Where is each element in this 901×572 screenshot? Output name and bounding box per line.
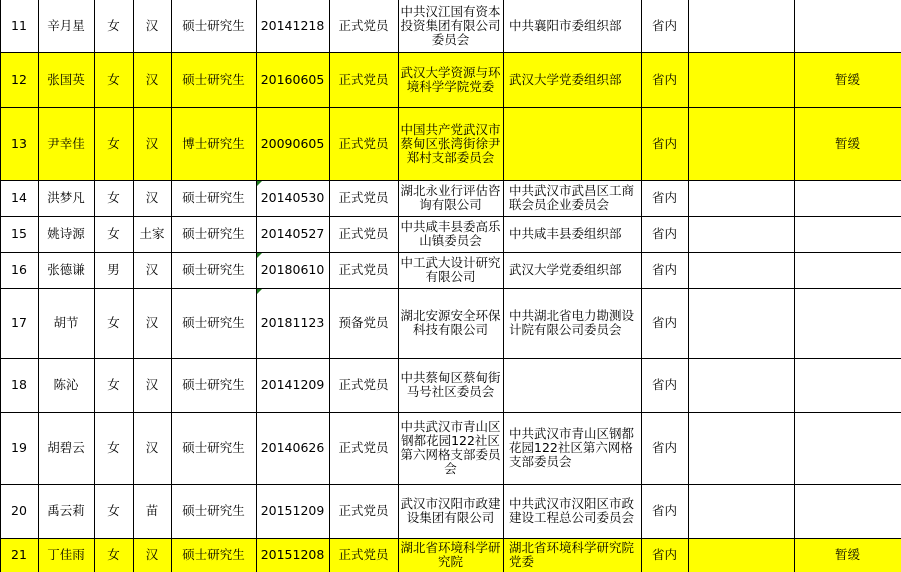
gender-cell[interactable] [94, 252, 133, 288]
ethnicity-cell[interactable] [133, 52, 171, 107]
name-text: 陈沁 [53, 377, 79, 392]
name-text: 姚诗源 [47, 226, 85, 241]
grid-row-line [0, 107, 901, 108]
scope-text: 省内 [651, 262, 677, 277]
education-text: 硕士研究生 [182, 71, 245, 87]
table-row[interactable] [0, 52, 901, 107]
table-row[interactable] [0, 484, 901, 538]
current-org-text: 中工武大设计研究有限公司 [400, 255, 501, 284]
row-number-text: 14 [11, 190, 27, 205]
row-number-text: 18 [11, 377, 27, 392]
party-date-cell[interactable] [256, 216, 329, 252]
note-cell[interactable] [688, 0, 794, 52]
grid-row-line [0, 412, 901, 413]
ethnicity-text: 土家 [139, 226, 165, 241]
name-text: 丁佳雨 [47, 547, 85, 562]
scope-text: 省内 [651, 315, 677, 330]
party-status-cell[interactable] [329, 216, 398, 252]
current-org-cell[interactable] [398, 216, 503, 252]
education-cell[interactable] [171, 358, 256, 412]
name-text: 张德谦 [47, 262, 85, 277]
ethnicity-text: 汉 [145, 135, 159, 151]
scope-cell[interactable] [641, 52, 688, 107]
education-cell[interactable] [171, 0, 256, 52]
destination-org-text: 中共湖北省电力勘测设计院有限公司委员会 [509, 308, 635, 337]
row-number-cell[interactable] [0, 252, 38, 288]
table-row[interactable] [0, 107, 901, 180]
party-date-text: 20181123 [260, 315, 325, 330]
party-status-cell[interactable] [329, 484, 398, 538]
education-text: 博士研究生 [182, 135, 245, 151]
destination-org-text: 湖北省环境科学研究院党委 [509, 540, 635, 569]
destination-org-text: 中共咸丰县委组织部 [509, 226, 622, 241]
row-number-cell[interactable] [0, 52, 38, 107]
scope-text: 省内 [651, 226, 677, 241]
row-number-text: 21 [11, 547, 27, 562]
destination-org-cell[interactable] [503, 484, 641, 538]
education-cell[interactable] [171, 484, 256, 538]
gender-text: 女 [107, 135, 120, 151]
cell-comment-marker [257, 289, 262, 294]
ethnicity-text: 汉 [145, 547, 159, 562]
scope-cell[interactable] [641, 358, 688, 412]
current-org-cell[interactable] [398, 52, 503, 107]
row-number-text: 11 [11, 18, 27, 33]
row-number-text: 17 [11, 315, 27, 330]
name-text: 尹幸佳 [47, 135, 85, 151]
grid-column-line [171, 0, 172, 572]
ethnicity-cell[interactable] [133, 216, 171, 252]
party-date-text: 20140626 [260, 440, 325, 455]
name-cell[interactable] [38, 358, 94, 412]
ethnicity-text: 汉 [145, 190, 159, 205]
ethnicity-text: 汉 [145, 18, 159, 33]
gender-cell[interactable] [94, 216, 133, 252]
ethnicity-cell[interactable] [133, 288, 171, 358]
destination-org-cell[interactable] [503, 358, 641, 412]
gender-cell[interactable] [94, 180, 133, 216]
destination-org-text: 中共武汉市青山区钢都花园122社区第六网格支部委员会 [509, 426, 635, 469]
ethnicity-cell[interactable] [133, 358, 171, 412]
scope-cell[interactable] [641, 538, 688, 572]
scope-cell[interactable] [641, 107, 688, 180]
party-date-cell[interactable] [256, 52, 329, 107]
current-org-cell[interactable] [398, 412, 503, 484]
note-cell[interactable] [688, 484, 794, 538]
party-date-text: 20151208 [260, 547, 325, 562]
grid-column-line [794, 0, 795, 572]
destination-org-cell[interactable] [503, 216, 641, 252]
cell-comment-marker [257, 253, 262, 258]
ethnicity-cell[interactable] [133, 107, 171, 180]
party-status-cell[interactable] [329, 358, 398, 412]
gender-text: 女 [107, 377, 120, 392]
party-status-cell[interactable] [329, 0, 398, 52]
scope-text: 省内 [651, 18, 677, 33]
grid-row-line [0, 252, 901, 253]
gender-text: 女 [107, 547, 120, 562]
note-cell[interactable] [688, 107, 794, 180]
education-text: 硕士研究生 [182, 226, 245, 241]
note-cell[interactable] [688, 288, 794, 358]
current-org-text: 湖北安源安全环保科技有限公司 [400, 308, 501, 337]
party-date-text: 20180610 [260, 262, 325, 277]
party-status-text: 正式党员 [338, 440, 389, 455]
grid-row-line [0, 538, 901, 539]
name-cell[interactable] [38, 412, 94, 484]
scope-text: 省内 [651, 377, 677, 392]
grid-column-line [503, 0, 504, 572]
party-status-text: 正式党员 [338, 262, 389, 277]
party-status-cell[interactable] [329, 288, 398, 358]
remark-cell[interactable] [794, 252, 901, 288]
grid-column-line [0, 0, 1, 572]
note-cell[interactable] [688, 52, 794, 107]
party-status-text: 预备党员 [338, 315, 389, 330]
ethnicity-text: 汉 [145, 262, 159, 277]
destination-org-cell[interactable] [503, 252, 641, 288]
remark-text: 暂缓 [834, 547, 860, 562]
party-date-text: 20140527 [260, 226, 325, 241]
gender-cell[interactable] [94, 52, 133, 107]
current-org-cell[interactable] [398, 484, 503, 538]
gender-text: 女 [107, 503, 120, 518]
scope-cell[interactable] [641, 252, 688, 288]
table-row[interactable] [0, 288, 901, 358]
gender-text: 女 [107, 440, 120, 455]
grid-column-line [688, 0, 689, 572]
party-date-text: 20141209 [260, 377, 325, 392]
row-number-cell[interactable] [0, 180, 38, 216]
row-number-cell[interactable] [0, 412, 38, 484]
current-org-text: 湖北永业行评估咨询有限公司 [400, 183, 501, 212]
party-date-cell[interactable] [256, 484, 329, 538]
education-cell[interactable] [171, 52, 256, 107]
remark-cell[interactable] [794, 538, 901, 572]
remark-cell[interactable] [794, 52, 901, 107]
grid-column-line [641, 0, 642, 572]
education-text: 硕士研究生 [182, 547, 245, 562]
education-text: 硕士研究生 [182, 18, 245, 33]
party-date-text: 20090605 [260, 135, 325, 151]
grid-column-line [38, 0, 39, 572]
gender-text: 女 [107, 71, 120, 87]
gender-cell[interactable] [94, 288, 133, 358]
cell-comment-marker [257, 181, 262, 186]
row-number-cell[interactable] [0, 216, 38, 252]
row-number-cell[interactable] [0, 484, 38, 538]
row-number-text: 12 [11, 71, 27, 87]
grid-row-line [0, 484, 901, 485]
name-text: 辛月星 [47, 18, 85, 33]
remark-cell[interactable] [794, 358, 901, 412]
current-org-text: 武汉市汉阳市政建设集团有限公司 [400, 496, 501, 525]
destination-org-cell[interactable] [503, 0, 641, 52]
scope-text: 省内 [651, 135, 677, 151]
party-status-text: 正式党员 [338, 71, 389, 87]
current-org-cell[interactable] [398, 538, 503, 572]
row-number-text: 15 [11, 226, 27, 241]
destination-org-cell[interactable] [503, 52, 641, 107]
education-cell[interactable] [171, 252, 256, 288]
current-org-cell[interactable] [398, 288, 503, 358]
destination-org-cell[interactable] [503, 538, 641, 572]
current-org-cell[interactable] [398, 0, 503, 52]
table-row[interactable] [0, 216, 901, 252]
name-cell[interactable] [38, 180, 94, 216]
current-org-cell[interactable] [398, 252, 503, 288]
destination-org-cell[interactable] [503, 288, 641, 358]
current-org-cell[interactable] [398, 180, 503, 216]
destination-org-text: 武汉大学党委组织部 [509, 262, 622, 277]
current-org-text: 中国共产党武汉市蔡甸区张湾街徐尹郑村支部委员会 [400, 121, 501, 165]
gender-cell[interactable] [94, 358, 133, 412]
education-text: 硕士研究生 [182, 503, 245, 518]
party-status-cell[interactable] [329, 252, 398, 288]
party-date-cell[interactable] [256, 288, 329, 358]
grid-column-line [94, 0, 95, 572]
party-status-text: 正式党员 [338, 226, 389, 241]
education-text: 硕士研究生 [182, 440, 245, 455]
grid-column-line [329, 0, 330, 572]
current-org-text: 中共咸丰县委高乐山镇委员会 [400, 219, 501, 248]
education-cell[interactable] [171, 288, 256, 358]
education-text: 硕士研究生 [182, 262, 245, 277]
name-cell[interactable] [38, 252, 94, 288]
scope-cell[interactable] [641, 0, 688, 52]
name-cell[interactable] [38, 484, 94, 538]
scope-text: 省内 [651, 503, 677, 518]
gender-cell[interactable] [94, 412, 133, 484]
row-number-text: 13 [11, 135, 27, 151]
party-status-cell[interactable] [329, 412, 398, 484]
gender-text: 女 [107, 315, 120, 330]
table-row[interactable] [0, 412, 901, 484]
current-org-text: 中共汉江国有资本投资集团有限公司委员会 [400, 4, 501, 47]
education-cell[interactable] [171, 180, 256, 216]
name-cell[interactable] [38, 538, 94, 572]
row-number-cell[interactable] [0, 358, 38, 412]
scope-text: 省内 [651, 71, 677, 87]
grid-row-line [0, 216, 901, 217]
destination-org-text: 中共襄阳市委组织部 [509, 18, 622, 33]
gender-text: 男 [107, 262, 120, 277]
remark-text: 暂缓 [834, 135, 860, 151]
grid-column-line [256, 0, 257, 572]
ethnicity-cell[interactable] [133, 484, 171, 538]
scope-text: 省内 [651, 190, 677, 205]
name-text: 胡碧云 [47, 440, 85, 455]
party-status-text: 正式党员 [338, 190, 389, 205]
destination-org-cell[interactable] [503, 107, 641, 180]
remark-cell[interactable] [794, 0, 901, 52]
scope-cell[interactable] [641, 180, 688, 216]
remark-cell[interactable] [794, 216, 901, 252]
party-status-text: 正式党员 [338, 503, 389, 518]
name-cell[interactable] [38, 0, 94, 52]
note-cell[interactable] [688, 216, 794, 252]
party-date-cell[interactable] [256, 412, 329, 484]
name-cell[interactable] [38, 52, 94, 107]
current-org-cell[interactable] [398, 358, 503, 412]
remark-cell[interactable] [794, 180, 901, 216]
education-text: 硕士研究生 [182, 315, 245, 330]
gender-text: 女 [107, 190, 120, 205]
gender-text: 女 [107, 18, 120, 33]
note-cell[interactable] [688, 358, 794, 412]
current-org-cell[interactable] [398, 107, 503, 180]
remark-cell[interactable] [794, 288, 901, 358]
row-number-cell[interactable] [0, 0, 38, 52]
education-cell[interactable] [171, 216, 256, 252]
destination-org-cell[interactable] [503, 180, 641, 216]
name-cell[interactable] [38, 288, 94, 358]
table-row[interactable] [0, 358, 901, 412]
party-status-cell[interactable] [329, 52, 398, 107]
name-text: 张国英 [47, 71, 85, 87]
destination-org-text: 中共武汉市汉阳区市政建设工程总公司委员会 [509, 496, 635, 525]
remark-cell[interactable] [794, 412, 901, 484]
education-text: 硕士研究生 [182, 190, 245, 205]
scope-cell[interactable] [641, 216, 688, 252]
current-org-text: 武汉大学资源与环境科学学院党委 [400, 64, 501, 94]
ethnicity-text: 汉 [145, 440, 159, 455]
education-text: 硕士研究生 [182, 377, 245, 392]
party-status-cell[interactable] [329, 538, 398, 572]
remark-cell[interactable] [794, 484, 901, 538]
current-org-text: 中共蔡甸区蔡甸街马号社区委员会 [400, 370, 501, 399]
party-date-cell[interactable] [256, 180, 329, 216]
name-text: 胡节 [53, 315, 79, 330]
current-org-text: 中共武汉市青山区钢都花园122社区第六网格支部委员会 [400, 419, 501, 476]
gender-cell[interactable] [94, 538, 133, 572]
table-row[interactable] [0, 180, 901, 216]
row-number-cell[interactable] [0, 107, 38, 180]
party-date-cell[interactable] [256, 538, 329, 572]
grid-row-line [0, 288, 901, 289]
table-row[interactable] [0, 252, 901, 288]
scope-text: 省内 [651, 440, 677, 455]
ethnicity-text: 汉 [145, 377, 159, 392]
row-number-text: 16 [11, 262, 27, 277]
name-cell[interactable] [38, 216, 94, 252]
ethnicity-cell[interactable] [133, 0, 171, 52]
note-cell[interactable] [688, 538, 794, 572]
party-date-text: 20141218 [260, 18, 325, 33]
grid-row-line [0, 358, 901, 359]
education-cell[interactable] [171, 538, 256, 572]
ethnicity-text: 汉 [145, 315, 159, 330]
party-status-text: 正式党员 [338, 135, 389, 151]
gender-text: 女 [107, 226, 120, 241]
destination-org-text: 中共武汉市武昌区工商联会员企业委员会 [509, 183, 635, 212]
ethnicity-cell[interactable] [133, 538, 171, 572]
name-text: 禹云莉 [47, 503, 85, 518]
ethnicity-text: 苗 [145, 503, 159, 518]
note-cell[interactable] [688, 180, 794, 216]
party-status-cell[interactable] [329, 180, 398, 216]
party-status-text: 正式党员 [338, 547, 389, 562]
grid-row-line [0, 180, 901, 181]
party-date-cell[interactable] [256, 107, 329, 180]
party-status-text: 正式党员 [338, 18, 389, 33]
party-status-cell[interactable] [329, 107, 398, 180]
party-date-cell[interactable] [256, 252, 329, 288]
party-date-cell[interactable] [256, 0, 329, 52]
remark-cell[interactable] [794, 107, 901, 180]
ethnicity-cell[interactable] [133, 180, 171, 216]
grid-column-line [133, 0, 134, 572]
party-date-cell[interactable] [256, 358, 329, 412]
ethnicity-text: 汉 [145, 71, 159, 87]
party-date-text: 20140530 [260, 190, 325, 205]
scope-cell[interactable] [641, 412, 688, 484]
row-number-cell[interactable] [0, 288, 38, 358]
party-date-text: 20160605 [260, 71, 325, 87]
note-cell[interactable] [688, 412, 794, 484]
table-row[interactable] [0, 538, 901, 572]
gender-cell[interactable] [94, 0, 133, 52]
gender-cell[interactable] [94, 484, 133, 538]
ethnicity-cell[interactable] [133, 412, 171, 484]
name-cell[interactable] [38, 107, 94, 180]
party-status-text: 正式党员 [338, 377, 389, 392]
grid-row-line [0, 52, 901, 53]
scope-cell[interactable] [641, 288, 688, 358]
note-cell[interactable] [688, 252, 794, 288]
destination-org-text: 武汉大学党委组织部 [509, 71, 622, 87]
row-number-cell[interactable] [0, 538, 38, 572]
ethnicity-cell[interactable] [133, 252, 171, 288]
remark-text: 暂缓 [834, 71, 860, 87]
scope-cell[interactable] [641, 484, 688, 538]
grid-column-line [398, 0, 399, 572]
destination-org-cell[interactable] [503, 412, 641, 484]
education-cell[interactable] [171, 412, 256, 484]
current-org-text: 湖北省环境科学研究院 [400, 540, 501, 569]
gender-cell[interactable] [94, 107, 133, 180]
row-number-text: 20 [11, 503, 27, 518]
name-text: 洪梦凡 [47, 190, 85, 205]
table-row[interactable] [0, 0, 901, 52]
education-cell[interactable] [171, 107, 256, 180]
scope-text: 省内 [651, 547, 677, 562]
party-date-text: 20151209 [260, 503, 325, 518]
row-number-text: 19 [11, 440, 27, 455]
